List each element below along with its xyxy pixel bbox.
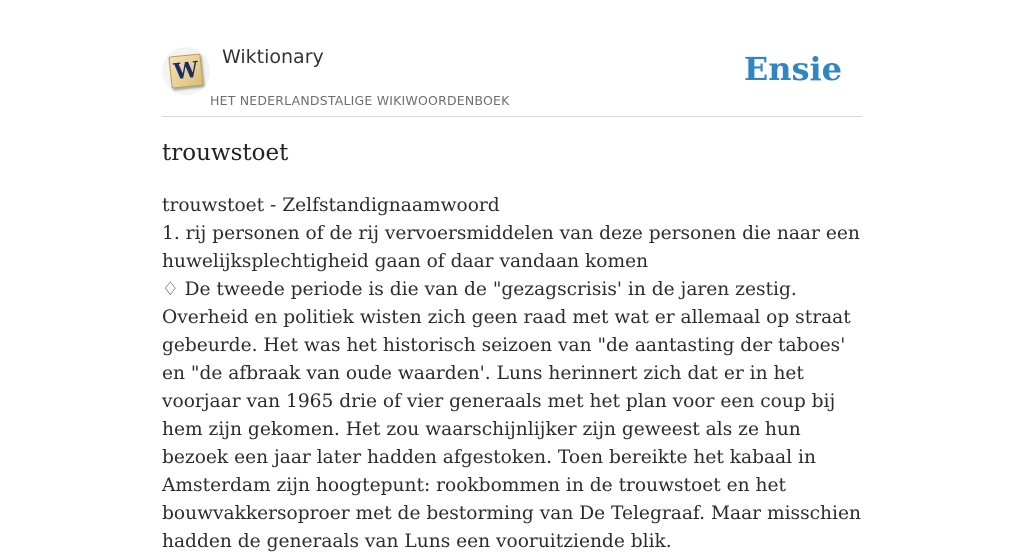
site-header: [162, 0, 862, 117]
site-subtitle: HET NEDERLANDSTALIGE WIKIWOORDENBOEK: [210, 93, 510, 108]
wiktionary-logo-icon[interactable]: [162, 47, 210, 95]
brand-logo[interactable]: Ensie: [743, 50, 842, 88]
logo-tile: W: [168, 53, 203, 88]
entry-content: [162, 192, 862, 556]
page-title: trouwstoet: [162, 140, 289, 166]
site-title[interactable]: Wiktionary: [222, 46, 324, 68]
entry-example: ♢ De tweede periode is die van de "gezagscrisis' in de jaren zestig. Overheid en politiek wisten zich geen raad met wat er allemaal op straat gebeurde. Het was het historisch seizoen van "de aantasting der taboes' en "de afbraak van oude waarden'. Luns herinnert zich dat er in het voorjaar van 1965 drie of vier generaals met het plan voor een coup bij hem zijn gekomen. Het zou waarschijnlijker zijn geweest als ze hun bezoek een jaar later hadden afgestoken. Toen bereikte het kabaal in Amsterdam zijn hoogtepunt: rookbommen in de trouwstoet en het bouwvakkersoproer met de bestorming van De Telegraaf. Maar misschien hadden de generaals van Luns een vooruitziende blik.: [162, 279, 861, 552]
entry-definition: 1. rij personen of de rij vervoersmiddelen van deze personen die naar een huwelijksplechtigheid gaan of daar vandaan komen: [162, 223, 860, 272]
entry-heading: trouwstoet - Zelfstandignaamwoord: [162, 195, 500, 216]
